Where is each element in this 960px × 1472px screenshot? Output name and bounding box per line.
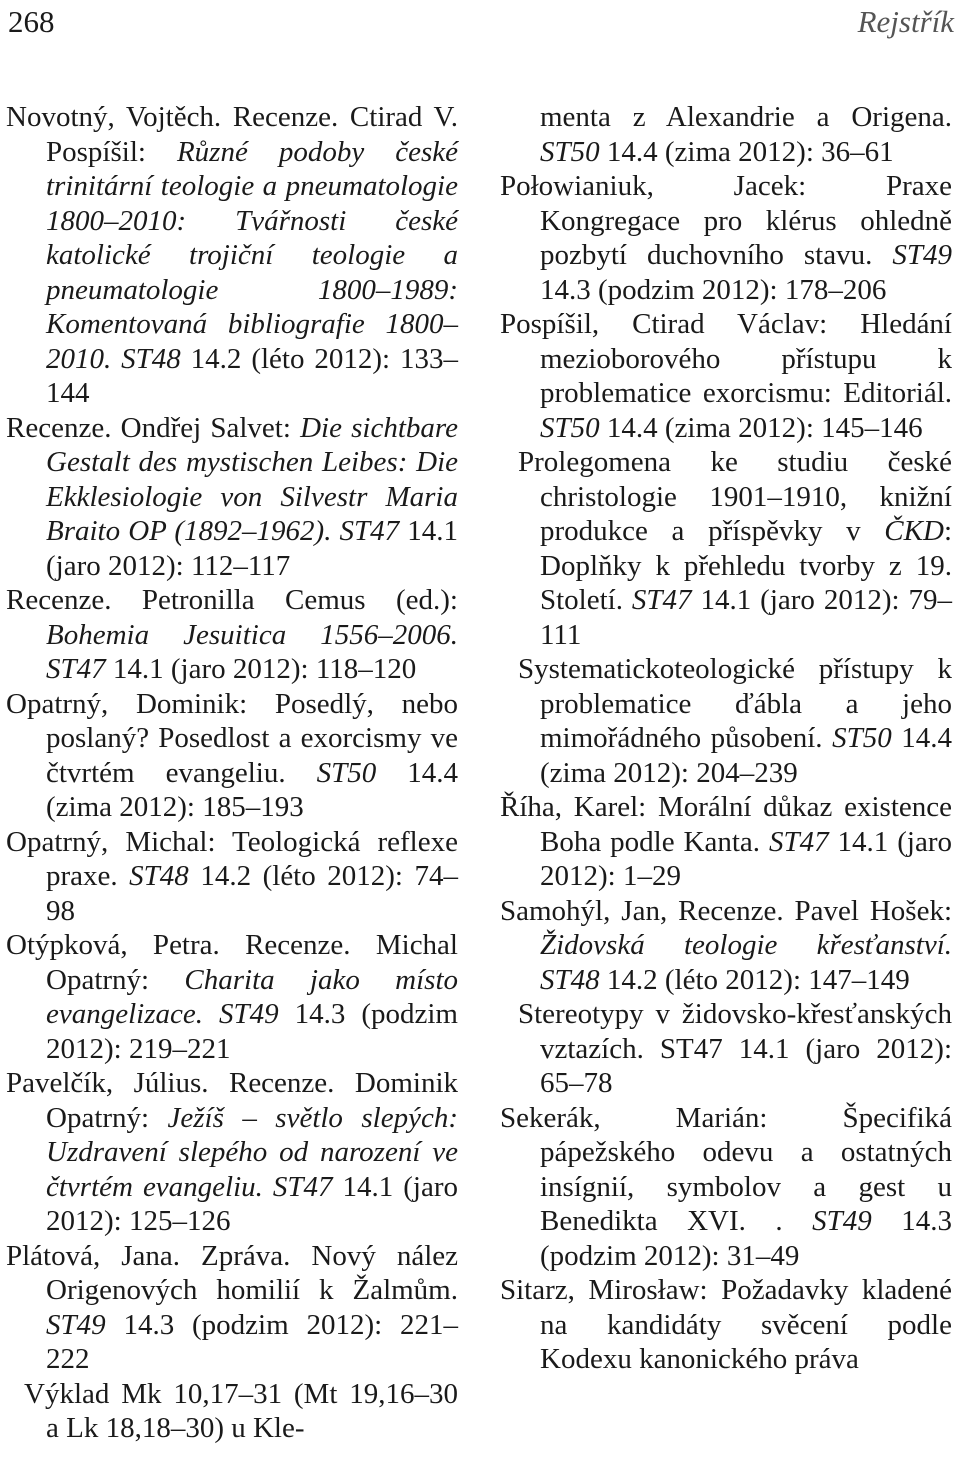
index-column-left bbox=[6, 100, 458, 1446]
index-entry: Połowianiuk, Jacek: Praxe Kongregace pro klérus ohledně pozbytí duchovního stavu. ST49 14.3 (podzim 2012): 178–206 bbox=[500, 170, 952, 306]
index-column-right bbox=[500, 100, 952, 1377]
index-entry: Recenze. Petronilla Cemus (ed.): Bohemia Jesuitica 1556–2006. ST47 14.1 (jaro 2012): 118–120 bbox=[6, 584, 458, 685]
index-entry: Samohýl, Jan, Recenze. Pavel Hošek: Židovská teologie křesťanství. ST48 14.2 (léto 2012): 147–149 bbox=[500, 894, 952, 996]
page-number: 268 bbox=[8, 4, 55, 39]
index-entry: Sitarz, Mirosław: Požadavky kladené na kandidáty svěcení podle Kodexu kanonického práva bbox=[500, 1274, 952, 1375]
running-title: Rejstřík bbox=[857, 4, 954, 39]
index-entry: Stereotypy v židovsko-křesťanských vztazích. ST47 14.1 (jaro 2012): 65–78 bbox=[518, 998, 952, 1099]
page-header bbox=[0, 0, 960, 50]
index-entry: Plátová, Jana. Zpráva. Nový nález Origenových homilií k Žalmům. ST49 14.3 (podzim 2012): 221–222 bbox=[6, 1239, 458, 1375]
index-entry: Systematickoteologické přístupy k problematice ďábla a jeho mimořádného působení. ST50 14.4 (zima 2012): 204–239 bbox=[518, 653, 952, 789]
index-entry: Pospíšil, Ctirad Václav: Hledání mezioborového přístupu k problematice exorcismu: Editoriál. ST50 14.4 (zima 2012): 145–146 bbox=[500, 308, 952, 444]
index-entry: Prolegomena ke studiu české christologie 1901–1910, knižní produkce a příspěvky v ČKD: Doplňky k přehledu tvorby z 19. Století. ST47 14.1 (jaro 2012): 79–111 bbox=[518, 446, 952, 651]
index-entry: Výklad Mk 10,17–31 (Mt 19,16–30 a Lk 18,18–30) u Kle- bbox=[24, 1377, 458, 1444]
index-entry: Otýpková, Petra. Recenze. Michal Opatrný: Charita jako místo evangelizace. ST49 14.3 (podzim 2012): 219–221 bbox=[6, 929, 458, 1065]
index-entry: Pavelčík, Július. Recenze. Dominik Opatrný: Ježíš – světlo slepých: Uzdravení slepého od narození ve čtvrtém evangeliu. ST47 14.1 (jaro 2012): 125–126 bbox=[6, 1067, 458, 1237]
index-entry: menta z Alexandrie a Origena. ST50 14.4 (zima 2012): 36–61 bbox=[540, 101, 952, 168]
index-entry: Sekerák, Marián: Špecifiká pápežského odevu a ostatných insígnií, symbolov a gest u Benedikta XVI. . ST49 14.3 (podzim 2012): 31–49 bbox=[500, 1101, 952, 1272]
index-entry: Opatrný, Dominik: Posedlý, nebo poslaný? Posedlost a exorcismy ve čtvrtém evangeliu. ST50 14.4 (zima 2012): 185–193 bbox=[6, 687, 458, 823]
index-entry: Říha, Karel: Morální důkaz existence Boha podle Kanta. ST47 14.1 (jaro 2012): 1–29 bbox=[500, 791, 952, 892]
index-entry: Recenze. Ondřej Salvet: Die sichtbare Gestalt des mystischen Leibes: Die Ekklesiologie von Silvestr Maria Braito OP (1892–1962). ST47 14.1 (jaro 2012): 112–117 bbox=[6, 411, 458, 582]
index-entry: Novotný, Vojtěch. Recenze. Ctirad V. Pospíšil: Různé podoby české trinitární teologie a pneumatologie 1800–2010: Tvářnosti české katolické trojiční teologie a pneumatologie 1800–1989: Komentovaná bibliografie 1800–2010. ST48 14.2 (léto 2012): 133–144 bbox=[6, 101, 458, 409]
index-entry: Opatrný, Michal: Teologická reflexe praxe. ST48 14.2 (léto 2012): 74–98 bbox=[6, 825, 458, 927]
